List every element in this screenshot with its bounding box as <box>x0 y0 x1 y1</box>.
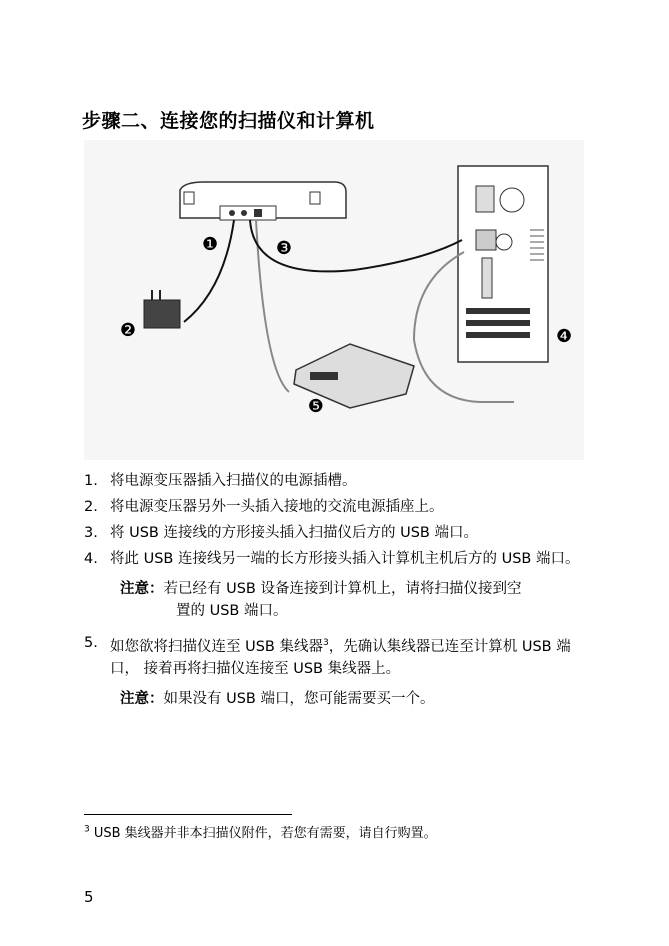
callout-3: ❸ <box>275 238 293 259</box>
note-label: 注意： <box>120 581 164 597</box>
scanner-illustration <box>180 182 346 220</box>
step-item <box>84 548 584 570</box>
step-number: 2. <box>84 499 98 515</box>
step-number: 5. <box>84 635 98 651</box>
step-text: 将 USB 连接线的方形接头插入扫描仪后方的 USB 端口。 <box>110 525 478 541</box>
callout-2: ❷ <box>119 320 137 341</box>
footnote-divider <box>84 814 292 815</box>
step-item <box>84 470 584 492</box>
step-item <box>84 522 584 544</box>
footnote-mark: 3 <box>84 824 90 835</box>
step-number: 3. <box>84 525 98 541</box>
section-heading: 步骤二、连接您的扫描仪和计算机 <box>82 110 375 132</box>
computer-illustration <box>458 166 548 362</box>
connection-diagram <box>84 140 584 460</box>
note-text: 若已经有 USB 设备连接到计算机上，请将扫描仪接到空 <box>163 581 522 597</box>
step-item <box>84 496 584 518</box>
note-text: 如果没有 USB 端口，您可能需要买一个。 <box>163 690 435 707</box>
step-number: 1. <box>84 473 98 489</box>
step-text: 将电源变压器另外一头插入接地的交流电源插座上。 <box>110 499 444 515</box>
page-number: 5 <box>84 888 94 906</box>
note-label: 注意： <box>120 690 164 707</box>
step-text: 如您欲将扫描仪连至 USB 集线器 <box>110 638 323 655</box>
step-number: 4. <box>84 551 98 567</box>
step-text: 将电源变压器插入扫描仪的电源插槽。 <box>110 473 357 489</box>
callout-1: ❶ <box>201 234 219 255</box>
step-list <box>84 470 584 720</box>
footnote-text: USB 集线器并非本扫描仪附件，若您有需要，请自行购置。 <box>89 826 437 841</box>
footnote-ref: 3 <box>322 638 329 648</box>
callout-5: ❺ <box>307 396 325 417</box>
step-text-continued: ，先确认集线器已连至计算机 USB 端口， 接着再将扫描仪连接至 USB 集线器上。 <box>110 638 571 677</box>
step-text: 将此 USB 连接线另一端的长方形接头插入计算机主机后方的 USB 端口。 <box>110 551 580 567</box>
note-block <box>84 688 584 710</box>
note-block <box>84 578 584 622</box>
note-text-continued: 置的 USB 端口。 <box>176 603 288 619</box>
step-item <box>84 632 584 680</box>
footnote <box>84 822 437 841</box>
callout-4: ❹ <box>555 326 573 347</box>
